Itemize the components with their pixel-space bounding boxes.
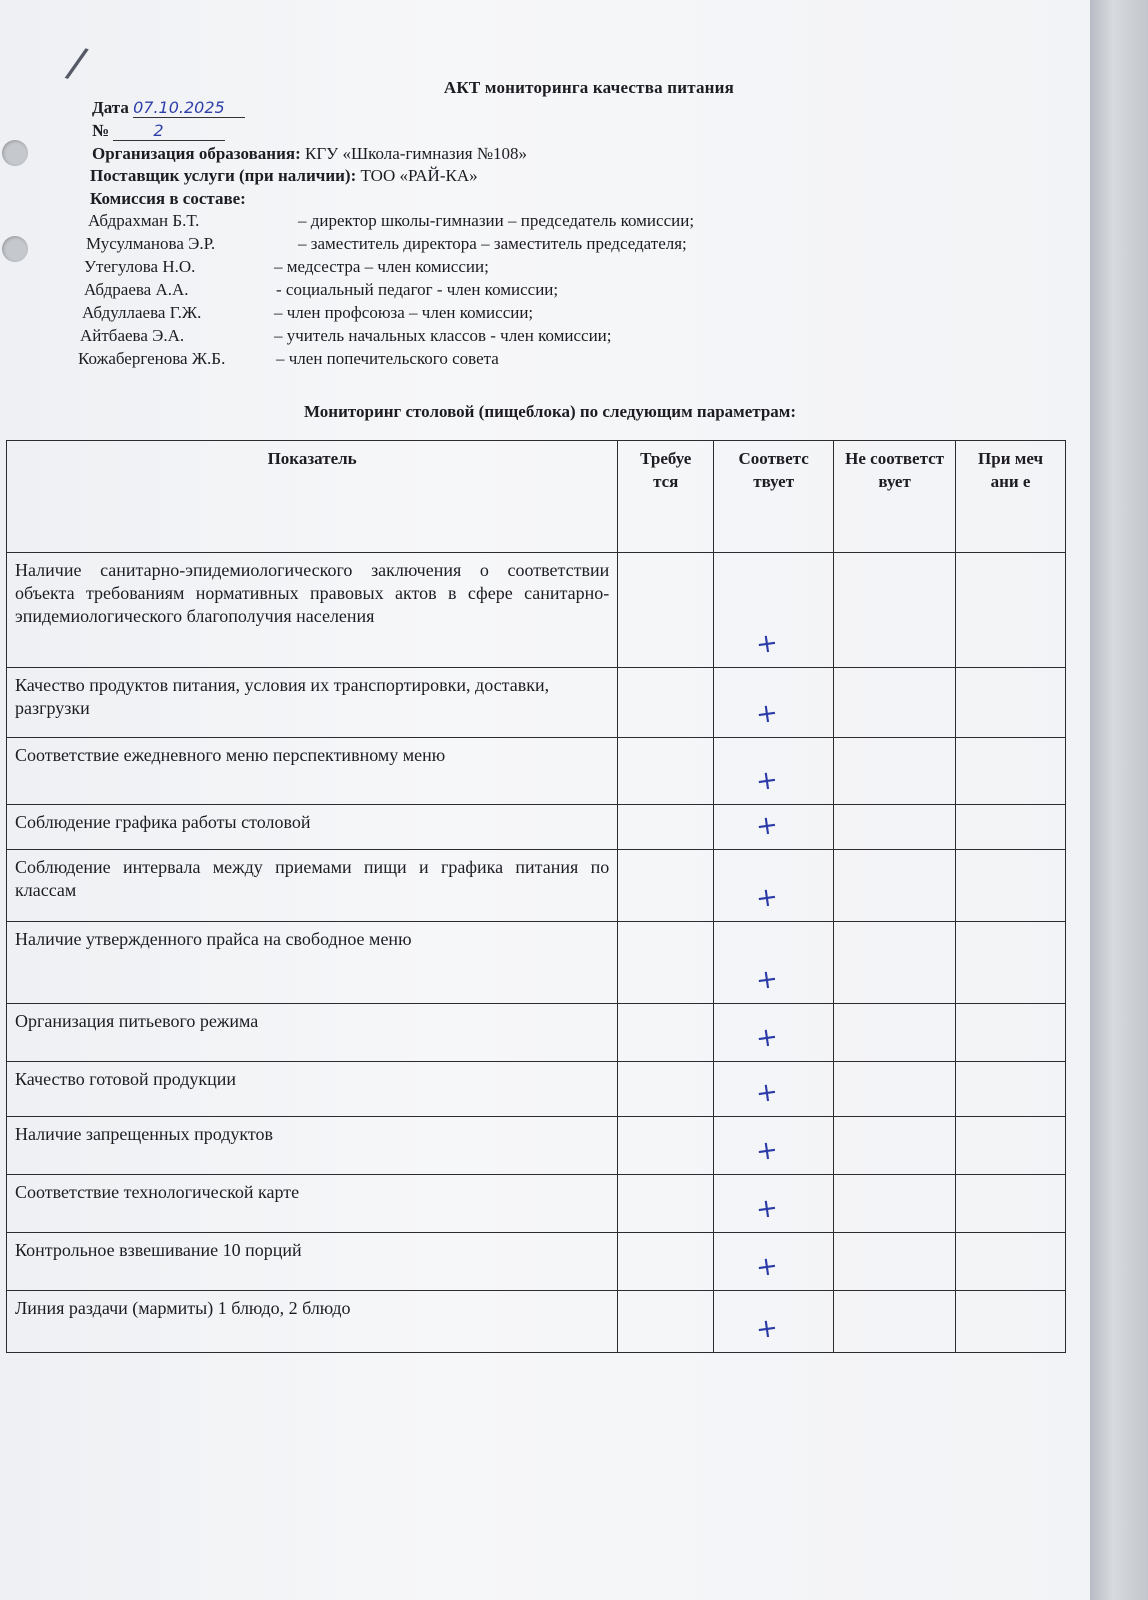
table-row (7, 1062, 1066, 1117)
note-cell (956, 553, 1066, 668)
header-required: Требуе тся (618, 441, 714, 553)
binder-edge (1090, 0, 1148, 1600)
monitoring-table (6, 440, 1066, 1353)
commission-member (82, 303, 534, 323)
commission-label: Комиссия в составе: (90, 189, 246, 208)
check-mark: + (754, 1312, 780, 1346)
punch-hole (2, 236, 28, 262)
note-cell (956, 1117, 1066, 1175)
check-mark: + (754, 881, 780, 915)
noncompliant-cell (834, 805, 956, 850)
required-cell (618, 922, 714, 1004)
required-cell (618, 738, 714, 805)
noncompliant-cell (834, 1233, 956, 1291)
noncompliant-cell (834, 1117, 956, 1175)
member-role: – медсестра – член комиссии; (274, 257, 489, 276)
punch-hole (2, 140, 28, 166)
compliant-cell (714, 1291, 834, 1353)
table-row (7, 850, 1066, 922)
number-line (92, 121, 225, 141)
table-row (7, 738, 1066, 805)
header-compliant: Соответс твует (714, 441, 834, 553)
indicator-cell: Наличие санитарно-эпидемиологического заключения о соответствии объекта требованиям нормативных правовых актов в сфере санитарно-эпидемиологического благополучия населения (7, 553, 618, 668)
table-row (7, 553, 1066, 668)
member-name: Абдуллаева Г.Ж. (82, 303, 202, 322)
noncompliant-cell (834, 1291, 956, 1353)
header-noncompliant: Не соответст вует (834, 441, 956, 553)
noncompliant-cell (834, 738, 956, 805)
compliant-cell (714, 1117, 834, 1175)
required-cell (618, 1233, 714, 1291)
commission-member (84, 257, 489, 277)
organization-label: Организация образования: (92, 144, 301, 163)
commission-member (84, 280, 559, 300)
note-cell (956, 1175, 1066, 1233)
member-role: – заместитель директора – заместитель председателя; (298, 234, 687, 253)
note-cell (956, 1004, 1066, 1062)
member-name: Кожабергенова Ж.Б. (78, 349, 226, 368)
member-name: Мусулманова Э.Р. (86, 234, 216, 253)
indicator-cell: Качество готовой продукции (7, 1062, 618, 1117)
note-cell (956, 850, 1066, 922)
indicator-cell: Соблюдение графика работы столовой (7, 805, 618, 850)
compliant-cell (714, 1233, 834, 1291)
member-role: – директор школы-гимназии – председатель комиссии; (298, 211, 695, 230)
note-cell (956, 668, 1066, 738)
required-cell (618, 1062, 714, 1117)
member-name: Абдрахман Б.Т. (88, 211, 200, 230)
compliant-cell (714, 1062, 834, 1117)
number-value: 2 (113, 121, 225, 141)
indicator-cell: Соответствие технологической карте (7, 1175, 618, 1233)
noncompliant-cell (834, 922, 956, 1004)
indicator-cell: Соответствие ежедневного меню перспективному меню (7, 738, 618, 805)
member-name: Айтбаева Э.А. (80, 326, 185, 345)
check-mark: + (754, 627, 780, 661)
noncompliant-cell (834, 1175, 956, 1233)
noncompliant-cell (834, 1004, 956, 1062)
indicator-cell: Организация питьевого режима (7, 1004, 618, 1062)
date-value: 07.10.2025 (133, 98, 245, 118)
check-mark: + (754, 809, 780, 843)
table-row (7, 1175, 1066, 1233)
date-line (92, 98, 245, 118)
member-role: – член попечительского совета (276, 349, 499, 368)
member-name: Утегулова Н.О. (84, 257, 196, 276)
table-row (7, 805, 1066, 850)
required-cell (618, 668, 714, 738)
table-row (7, 1004, 1066, 1062)
compliant-cell (714, 922, 834, 1004)
note-cell (956, 805, 1066, 850)
check-mark: + (754, 1076, 780, 1110)
required-cell (618, 850, 714, 922)
check-mark: + (754, 1134, 780, 1168)
compliant-cell (714, 553, 834, 668)
pen-mark: / (62, 37, 92, 88)
check-mark: + (754, 963, 780, 997)
indicator-cell: Наличие утвержденного прайса на свободное меню (7, 922, 618, 1004)
organization-line (92, 144, 527, 164)
check-mark: + (754, 1021, 780, 1055)
commission-member (88, 211, 695, 231)
date-label: Дата (92, 98, 129, 117)
commission-member (86, 234, 687, 254)
note-cell (956, 922, 1066, 1004)
table-row (7, 1117, 1066, 1175)
noncompliant-cell (834, 668, 956, 738)
compliant-cell (714, 1004, 834, 1062)
compliant-cell (714, 1175, 834, 1233)
table-header-row (7, 441, 1066, 553)
required-cell (618, 1117, 714, 1175)
table-row (7, 1233, 1066, 1291)
indicator-cell: Соблюдение интервала между приемами пищи и графика питания по классам (7, 850, 618, 922)
member-name: Абдраева А.А. (84, 280, 189, 299)
required-cell (618, 805, 714, 850)
check-mark: + (754, 1192, 780, 1226)
header-indicator: Показатель (7, 441, 618, 553)
required-cell (618, 1291, 714, 1353)
member-role: - социальный педагог - член комиссии; (276, 280, 559, 299)
member-role: – член профсоюза – член комиссии; (274, 303, 534, 322)
member-role: – учитель начальных классов - член комиссии; (274, 326, 612, 345)
indicator-cell: Качество продуктов питания, условия их транспортировки, доставки, разгрузки (7, 668, 618, 738)
noncompliant-cell (834, 553, 956, 668)
commission-member (78, 349, 499, 369)
note-cell (956, 1291, 1066, 1353)
compliant-cell (714, 850, 834, 922)
table-row (7, 668, 1066, 738)
note-cell (956, 1233, 1066, 1291)
indicator-cell: Наличие запрещенных продуктов (7, 1117, 618, 1175)
check-mark: + (754, 1250, 780, 1284)
table-row (7, 1291, 1066, 1353)
commission-member (80, 326, 612, 346)
header-note: При меч ани е (956, 441, 1066, 553)
required-cell (618, 553, 714, 668)
indicator-cell: Контрольное взвешивание 10 порций (7, 1233, 618, 1291)
supplier-label: Поставщик услуги (при наличии): (90, 166, 357, 185)
number-label: № (92, 121, 110, 140)
supplier-value: ТОО «РАЙ-КА» (360, 166, 478, 185)
noncompliant-cell (834, 1062, 956, 1117)
supplier-line (90, 166, 478, 186)
document-title: АКТ мониторинга качества питания (443, 78, 735, 97)
compliant-cell (714, 668, 834, 738)
required-cell (618, 1175, 714, 1233)
indicator-cell: Линия раздачи (мармиты) 1 блюдо, 2 блюдо (7, 1291, 618, 1353)
noncompliant-cell (834, 850, 956, 922)
table-row (7, 922, 1066, 1004)
check-mark: + (754, 697, 780, 731)
note-cell (956, 738, 1066, 805)
section-subtitle: Мониторинг столовой (пищеблока) по следующим параметрам: (303, 402, 797, 421)
compliant-cell (714, 738, 834, 805)
note-cell (956, 1062, 1066, 1117)
organization-value: КГУ «Школа-гимназия №108» (305, 144, 528, 163)
compliant-cell (714, 805, 834, 850)
required-cell (618, 1004, 714, 1062)
check-mark: + (754, 764, 780, 798)
